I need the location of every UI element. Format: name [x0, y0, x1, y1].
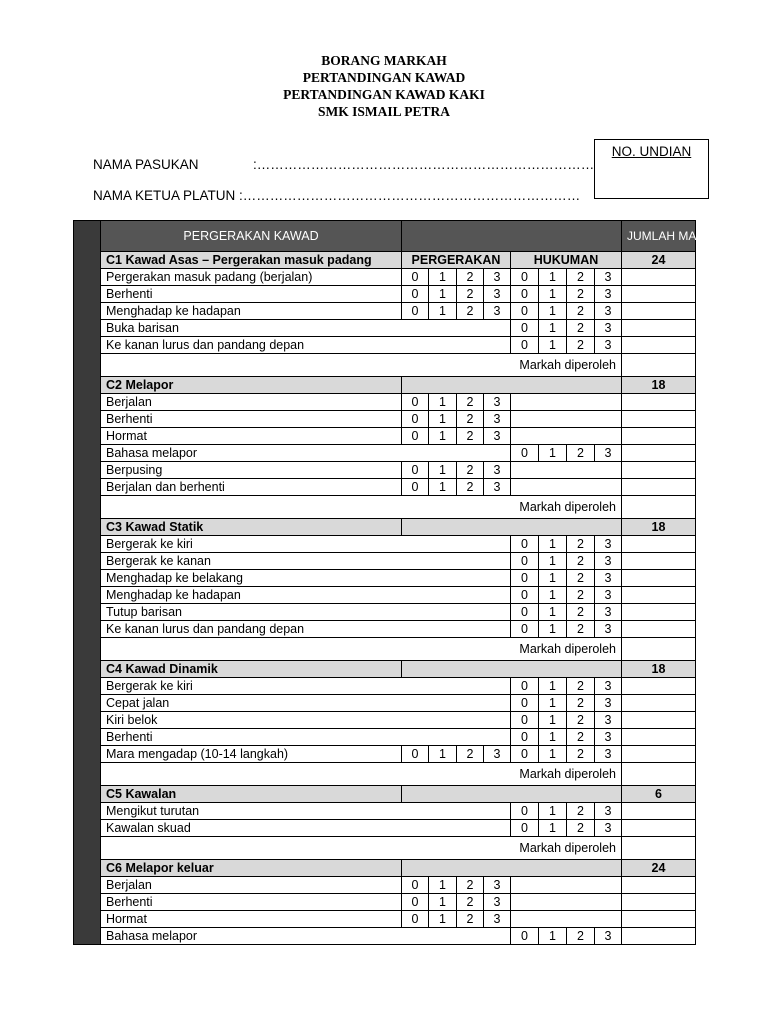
hukuman-score[interactable]: 3 [595, 604, 622, 621]
hukuman-score[interactable]: 1 [539, 746, 567, 763]
hukuman-score[interactable]: 1 [539, 286, 567, 303]
hukuman-score[interactable]: 1 [539, 729, 567, 746]
side-strip [74, 221, 101, 945]
item-label: Mara mengadap (10-14 langkah) [101, 746, 402, 763]
table-row [74, 928, 696, 945]
table-row [74, 820, 696, 837]
jumlah-blank [622, 587, 696, 604]
jumlah-blank [622, 462, 696, 479]
hukuman-score[interactable]: 2 [567, 729, 595, 746]
table-row [74, 911, 696, 928]
markah-box[interactable] [622, 638, 696, 661]
section-total: 6 [622, 786, 696, 803]
hukuman-score[interactable]: 2 [567, 553, 595, 570]
pergerakan-score[interactable]: 3 [484, 411, 511, 428]
jumlah-blank [622, 428, 696, 445]
header-pergerakan-kawad: PERGERAKAN KAWAD [101, 221, 402, 252]
hukuman-score[interactable]: 0 [511, 303, 539, 320]
section-row [74, 519, 696, 536]
section-title: C2 Melapor [101, 377, 402, 394]
pergerakan-score[interactable]: 0 [402, 894, 429, 911]
hukuman-score[interactable]: 1 [539, 820, 567, 837]
form-title-line: PERTANDINGAN KAWAD [302, 70, 466, 85]
hukuman-score[interactable]: 0 [511, 746, 539, 763]
header-jumlah-markah: JUMLAH MARKAH [622, 221, 696, 252]
hukuman-score[interactable]: 2 [567, 695, 595, 712]
pergerakan-score[interactable]: 3 [484, 479, 511, 496]
pergerakan-score[interactable]: 3 [484, 894, 511, 911]
pergerakan-score[interactable]: 0 [402, 394, 429, 411]
table-row [74, 411, 696, 428]
hukuman-score[interactable]: 2 [567, 712, 595, 729]
hukuman-score[interactable]: 3 [595, 553, 622, 570]
section-blank [402, 860, 622, 877]
item-label: Pergerakan masuk padang (berjalan) [101, 269, 402, 286]
hukuman-score[interactable]: 1 [539, 803, 567, 820]
item-label: Menghadap ke belakang [101, 570, 511, 587]
pergerakan-score[interactable]: 1 [429, 894, 457, 911]
pergerakan-score[interactable]: 1 [429, 303, 457, 320]
hukuman-score[interactable]: 3 [595, 678, 622, 695]
jumlah-blank [622, 712, 696, 729]
jumlah-blank [622, 695, 696, 712]
pergerakan-score[interactable]: 3 [484, 462, 511, 479]
pergerakan-score[interactable]: 0 [402, 911, 429, 928]
table-row [74, 320, 696, 337]
markah-label: Markah diperoleh [101, 837, 622, 860]
nama-pasukan-field[interactable] [93, 157, 594, 172]
hukuman-score[interactable]: 3 [595, 269, 622, 286]
jumlah-blank [622, 411, 696, 428]
pergerakan-score[interactable]: 3 [484, 746, 511, 763]
section-blank [402, 519, 622, 536]
hukuman-score[interactable]: 2 [567, 604, 595, 621]
hukuman-blank [511, 894, 622, 911]
table-row [74, 678, 696, 695]
markah-row [74, 763, 696, 786]
nama-ketua-field[interactable] [93, 188, 580, 203]
hukuman-score[interactable]: 0 [511, 712, 539, 729]
item-label: Ke kanan lurus dan pandang depan [101, 621, 511, 638]
pergerakan-score[interactable]: 2 [457, 894, 484, 911]
item-label: Kawalan skuad [101, 820, 511, 837]
hukuman-score[interactable]: 1 [539, 536, 567, 553]
table-row [74, 337, 696, 354]
section-title: C4 Kawad Dinamik [101, 661, 402, 678]
hukuman-score[interactable]: 1 [539, 678, 567, 695]
pergerakan-score[interactable]: 0 [402, 877, 429, 894]
markah-box[interactable] [622, 354, 696, 377]
hukuman-score[interactable]: 2 [567, 621, 595, 638]
pergerakan-score[interactable]: 0 [402, 746, 429, 763]
table-row [74, 712, 696, 729]
table-row [74, 428, 696, 445]
item-label: Buka barisan [101, 320, 511, 337]
jumlah-blank [622, 286, 696, 303]
hukuman-score[interactable]: 2 [567, 570, 595, 587]
table-row [74, 877, 696, 894]
hukuman-blank [511, 462, 622, 479]
score-table [73, 220, 730, 945]
section-row [74, 786, 696, 803]
jumlah-blank [622, 820, 696, 837]
markah-row [74, 354, 696, 377]
hukuman-score[interactable]: 3 [595, 536, 622, 553]
jumlah-blank [622, 320, 696, 337]
hukuman-score[interactable]: 2 [567, 303, 595, 320]
pergerakan-score[interactable]: 1 [429, 911, 457, 928]
hukuman-score[interactable]: 2 [567, 587, 595, 604]
hukuman-score[interactable]: 3 [595, 803, 622, 820]
no-undian-label: NO. UNDIAN [611, 144, 692, 159]
hukuman-score[interactable]: 1 [539, 303, 567, 320]
jumlah-blank [622, 445, 696, 462]
hukuman-blank [511, 911, 622, 928]
hukuman-score[interactable]: 2 [567, 803, 595, 820]
item-label: Berjalan [101, 394, 402, 411]
hukuman-score[interactable]: 1 [539, 621, 567, 638]
section-total: 18 [622, 519, 696, 536]
section-title: C1 Kawad Asas – Pergerakan masuk padang [101, 252, 402, 269]
item-label: Tutup barisan [101, 604, 511, 621]
table-header-row [74, 221, 696, 252]
hukuman-score[interactable]: 3 [595, 445, 622, 462]
item-label: Bahasa melapor [101, 445, 511, 462]
item-label: Berhenti [101, 729, 511, 746]
hukuman-score[interactable]: 1 [539, 712, 567, 729]
hukuman-score[interactable]: 3 [595, 729, 622, 746]
jumlah-blank [622, 536, 696, 553]
hukuman-score[interactable]: 0 [511, 678, 539, 695]
item-label: Bergerak ke kiri [101, 678, 511, 695]
hukuman-score[interactable]: 0 [511, 604, 539, 621]
table-row [74, 621, 696, 638]
hukuman-blank [511, 411, 622, 428]
hukuman-score[interactable]: 1 [539, 445, 567, 462]
hukuman-score[interactable]: 2 [567, 820, 595, 837]
nama-pasukan-dots[interactable]: :………………………………………………………………… [253, 157, 595, 172]
section-total: 24 [622, 860, 696, 877]
table-row [74, 536, 696, 553]
markah-label: Markah diperoleh [101, 496, 622, 519]
hukuman-score[interactable]: 0 [511, 729, 539, 746]
pergerakan-score[interactable]: 2 [457, 286, 484, 303]
section-total: 24 [622, 252, 696, 269]
pergerakan-score[interactable]: 3 [484, 286, 511, 303]
hukuman-blank [511, 428, 622, 445]
section-title: C5 Kawalan [101, 786, 402, 803]
hukuman-score[interactable]: 3 [595, 320, 622, 337]
item-label: Hormat [101, 428, 402, 445]
section-title: C6 Melapor keluar [101, 860, 402, 877]
table-row [74, 894, 696, 911]
item-label: Ke kanan lurus dan pandang depan [101, 337, 511, 354]
hukuman-score[interactable]: 2 [567, 536, 595, 553]
pergerakan-score[interactable]: 2 [457, 462, 484, 479]
pergerakan-score[interactable]: 1 [429, 286, 457, 303]
pergerakan-score[interactable]: 3 [484, 877, 511, 894]
pergerakan-score[interactable]: 3 [484, 911, 511, 928]
table-row [74, 303, 696, 320]
hukuman-score[interactable]: 1 [539, 337, 567, 354]
nama-ketua-dots[interactable]: :………………………………………………………………… [235, 188, 581, 203]
pergerakan-score[interactable]: 1 [429, 411, 457, 428]
pergerakan-score[interactable]: 2 [457, 428, 484, 445]
hukuman-blank [511, 394, 622, 411]
hukuman-score[interactable]: 0 [511, 570, 539, 587]
hukuman-score[interactable]: 0 [511, 269, 539, 286]
jumlah-blank [622, 337, 696, 354]
hukuman-score[interactable]: 2 [567, 928, 595, 945]
item-label: Berhenti [101, 894, 402, 911]
hukuman-score[interactable]: 1 [539, 587, 567, 604]
pergerakan-score[interactable]: 2 [457, 394, 484, 411]
hukuman-score[interactable]: 3 [595, 746, 622, 763]
markah-row [74, 638, 696, 661]
table-row [74, 729, 696, 746]
pergerakan-score[interactable]: 1 [429, 394, 457, 411]
hukuman-score[interactable]: 0 [511, 803, 539, 820]
hukuman-score[interactable]: 2 [567, 445, 595, 462]
jumlah-blank [622, 894, 696, 911]
jumlah-blank [622, 269, 696, 286]
hukuman-score[interactable]: 2 [567, 269, 595, 286]
form-title-block [0, 52, 768, 120]
jumlah-blank [622, 553, 696, 570]
pergerakan-score[interactable]: 0 [402, 462, 429, 479]
table-row [74, 269, 696, 286]
item-label: Kiri belok [101, 712, 511, 729]
table-row [74, 462, 696, 479]
markah-label: Markah diperoleh [101, 354, 622, 377]
pergerakan-score[interactable]: 3 [484, 269, 511, 286]
jumlah-blank [622, 604, 696, 621]
table-row [74, 746, 696, 763]
markah-box[interactable] [622, 496, 696, 519]
hukuman-score[interactable]: 1 [539, 570, 567, 587]
hukuman-score[interactable]: 0 [511, 820, 539, 837]
pergerakan-score[interactable]: 2 [457, 411, 484, 428]
markah-label: Markah diperoleh [101, 763, 622, 786]
pergerakan-score[interactable]: 2 [457, 877, 484, 894]
table-row [74, 587, 696, 604]
item-label: Bahasa melapor [101, 928, 511, 945]
hukuman-score[interactable]: 2 [567, 337, 595, 354]
hukuman-blank [511, 877, 622, 894]
table-row [74, 695, 696, 712]
pergerakan-score[interactable]: 1 [429, 428, 457, 445]
hukuman-score[interactable]: 3 [595, 695, 622, 712]
pergerakan-score[interactable]: 2 [457, 303, 484, 320]
hukuman-score[interactable]: 0 [511, 621, 539, 638]
hukuman-score[interactable]: 0 [511, 536, 539, 553]
nama-ketua-label: NAMA KETUA PLATUN [93, 188, 236, 203]
hukuman-score[interactable]: 3 [595, 712, 622, 729]
markah-row [74, 496, 696, 519]
hukuman-score[interactable]: 0 [511, 695, 539, 712]
hukuman-score[interactable]: 3 [595, 286, 622, 303]
pergerakan-score[interactable]: 2 [457, 479, 484, 496]
hukuman-score[interactable]: 1 [539, 269, 567, 286]
hukuman-score[interactable]: 1 [539, 553, 567, 570]
jumlah-blank [622, 479, 696, 496]
item-label: Bergerak ke kiri [101, 536, 511, 553]
section-total: 18 [622, 661, 696, 678]
table-row [74, 394, 696, 411]
section-row [74, 860, 696, 877]
hukuman-score[interactable]: 3 [595, 337, 622, 354]
jumlah-blank [622, 394, 696, 411]
hukuman-score[interactable]: 3 [595, 303, 622, 320]
markah-label: Markah diperoleh [101, 638, 622, 661]
hukuman-score[interactable]: 1 [539, 695, 567, 712]
form-title-line: PERTANDINGAN KAWAD KAKI [283, 87, 485, 102]
jumlah-blank [622, 746, 696, 763]
pergerakan-score[interactable]: 1 [429, 462, 457, 479]
item-label: Bergerak ke kanan [101, 553, 511, 570]
section-blank [402, 786, 622, 803]
item-label: Menghadap ke hadapan [101, 303, 402, 320]
subheader-pergerakan: PERGERAKAN [402, 252, 511, 269]
hukuman-score[interactable]: 2 [567, 286, 595, 303]
table-row [74, 604, 696, 621]
section-row [74, 661, 696, 678]
section-blank [402, 661, 622, 678]
hukuman-score[interactable]: 1 [539, 320, 567, 337]
jumlah-blank [622, 303, 696, 320]
section-row [74, 252, 696, 269]
item-label: Hormat [101, 911, 402, 928]
table-row [74, 479, 696, 496]
item-label: Berpusing [101, 462, 402, 479]
hukuman-score[interactable]: 0 [511, 445, 539, 462]
pergerakan-score[interactable]: 3 [484, 428, 511, 445]
hukuman-score[interactable]: 2 [567, 678, 595, 695]
jumlah-blank [622, 678, 696, 695]
jumlah-blank [622, 621, 696, 638]
pergerakan-score[interactable]: 0 [402, 428, 429, 445]
hukuman-score[interactable]: 0 [511, 928, 539, 945]
pergerakan-score[interactable]: 0 [402, 303, 429, 320]
pergerakan-score[interactable]: 0 [402, 479, 429, 496]
hukuman-score[interactable]: 3 [595, 621, 622, 638]
section-row [74, 377, 696, 394]
hukuman-score[interactable]: 0 [511, 320, 539, 337]
hukuman-score[interactable]: 1 [539, 604, 567, 621]
no-undian-box[interactable] [594, 139, 709, 199]
table-row [74, 553, 696, 570]
section-blank [402, 377, 622, 394]
hukuman-score[interactable]: 0 [511, 587, 539, 604]
pergerakan-score[interactable]: 0 [402, 286, 429, 303]
pergerakan-score[interactable]: 1 [429, 877, 457, 894]
markah-row [74, 837, 696, 860]
markah-box[interactable] [622, 837, 696, 860]
table-row [74, 445, 696, 462]
form-title-line: SMK ISMAIL PETRA [317, 104, 451, 119]
header-blank [402, 221, 622, 252]
hukuman-score[interactable]: 0 [511, 553, 539, 570]
nama-pasukan-label: NAMA PASUKAN [93, 157, 199, 172]
pergerakan-score[interactable]: 2 [457, 269, 484, 286]
table-row [74, 570, 696, 587]
pergerakan-score[interactable]: 3 [484, 303, 511, 320]
jumlah-blank [622, 570, 696, 587]
form-title-line: BORANG MARKAH [321, 53, 447, 68]
jumlah-blank [622, 877, 696, 894]
item-label: Berhenti [101, 286, 402, 303]
item-label: Menghadap ke hadapan [101, 587, 511, 604]
item-label: Mengikut turutan [101, 803, 511, 820]
section-total: 18 [622, 377, 696, 394]
hukuman-score[interactable]: 2 [567, 320, 595, 337]
hukuman-score[interactable]: 0 [511, 337, 539, 354]
pergerakan-score[interactable]: 1 [429, 269, 457, 286]
hukuman-score[interactable]: 1 [539, 928, 567, 945]
pergerakan-score[interactable]: 0 [402, 411, 429, 428]
table-row [74, 803, 696, 820]
table-row [74, 286, 696, 303]
jumlah-blank [622, 803, 696, 820]
pergerakan-score[interactable]: 3 [484, 394, 511, 411]
section-title: C3 Kawad Statik [101, 519, 402, 536]
markah-box[interactable] [622, 763, 696, 786]
pergerakan-score[interactable]: 1 [429, 746, 457, 763]
hukuman-score[interactable]: 3 [595, 587, 622, 604]
hukuman-score[interactable]: 2 [567, 746, 595, 763]
item-label: Berjalan dan berhenti [101, 479, 402, 496]
jumlah-blank [622, 928, 696, 945]
hukuman-score[interactable]: 0 [511, 286, 539, 303]
pergerakan-score[interactable]: 2 [457, 911, 484, 928]
pergerakan-score[interactable]: 1 [429, 479, 457, 496]
hukuman-score[interactable]: 3 [595, 928, 622, 945]
hukuman-score[interactable]: 3 [595, 570, 622, 587]
hukuman-score[interactable]: 3 [595, 820, 622, 837]
item-label: Berhenti [101, 411, 402, 428]
subheader-hukuman: HUKUMAN [511, 252, 622, 269]
hukuman-blank [511, 479, 622, 496]
item-label: Cepat jalan [101, 695, 511, 712]
jumlah-blank [622, 729, 696, 746]
pergerakan-score[interactable]: 0 [402, 269, 429, 286]
jumlah-blank [622, 911, 696, 928]
item-label: Berjalan [101, 877, 402, 894]
pergerakan-score[interactable]: 2 [457, 746, 484, 763]
